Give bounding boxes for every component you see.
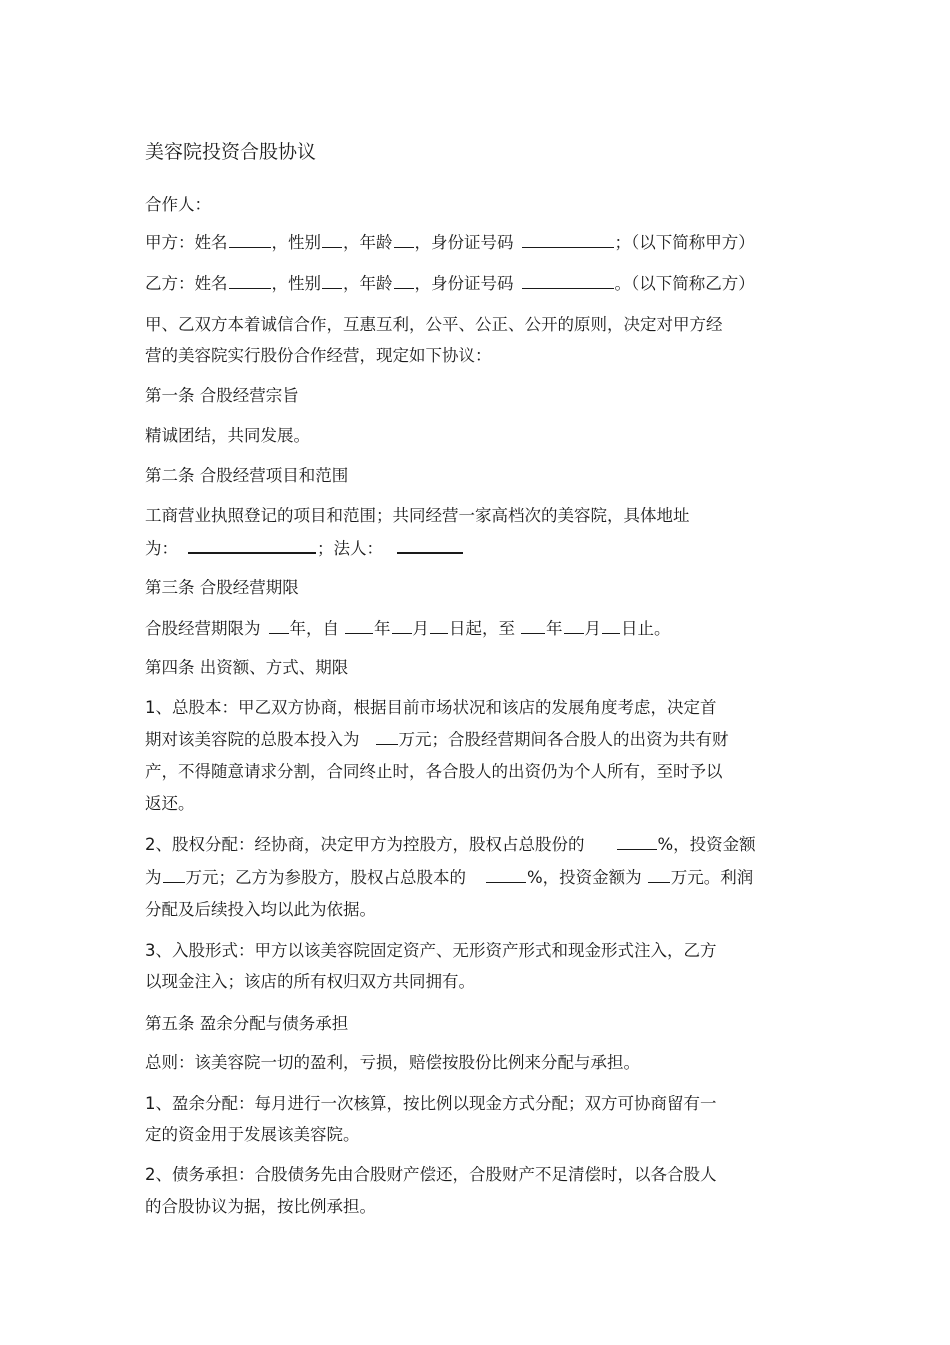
party-b-line (145, 273, 755, 295)
term-years-blank (269, 618, 289, 634)
term-to-label: 日起，至 (449, 619, 515, 638)
article-4-item-1-line-2 (145, 729, 729, 751)
share-b-percent-blank (486, 867, 526, 883)
end-day-blank (602, 618, 620, 634)
article-4-heading: 第四条 出资额、方式、期限 (145, 658, 349, 677)
address-blank (188, 537, 316, 554)
total-capital-suffix: 万元；合股经营期间各合股人的出资为共有财 (398, 730, 729, 749)
party-b-age-blank (394, 273, 414, 289)
preamble-line-2: 营的美容院实行股份合作经营，现定如下协议： (145, 346, 492, 365)
party-b-gender-blank (322, 273, 342, 289)
party-b-id-label: ，身份证号码 (414, 274, 514, 293)
party-a-age-blank (394, 232, 414, 248)
end-year-blank (521, 618, 545, 634)
legal-person-label: ；法人： (317, 539, 383, 558)
share-b-label: 万元；乙方为参股方，股权占总股本的 (185, 868, 466, 887)
party-a-id-label: ，身份证号码 (414, 233, 514, 252)
total-capital-label: 期对该美容院的总股本投入为 (145, 730, 360, 749)
end-year-label: 年 (546, 619, 563, 638)
article-1-heading: 第一条 合股经营宗旨 (145, 386, 299, 405)
share-a-invest-label: %，投资金额 (657, 835, 756, 854)
end-month-blank (564, 618, 584, 634)
party-a-gender-blank (322, 232, 342, 248)
term-label: 合股经营期限为 (145, 619, 261, 638)
party-a-name-blank (229, 232, 271, 248)
start-month-label: 月 (412, 619, 429, 638)
party-b-suffix: 。（以下简称乙方） (614, 274, 755, 293)
term-from-label: 年，自 (289, 619, 339, 638)
article-5-item-2-line-2: 的合股协议为据，按比例承担。 (145, 1197, 376, 1216)
article-4-item-3-line-2: 以现金注入；该店的所有权归双方共同拥有。 (145, 972, 475, 991)
article-1-body: 精诚团结，共同发展。 (145, 426, 310, 445)
start-year-label: 年 (374, 619, 391, 638)
party-b-gender-label: ，性别 (271, 274, 321, 293)
article-4-item-1-line-4: 返还。 (145, 794, 195, 813)
article-5-heading: 第五条 盈余分配与债务承担 (145, 1014, 349, 1033)
party-b-age-label: ，年龄 (343, 274, 393, 293)
cooperators-label: 合作人： (145, 195, 211, 214)
party-a-age-label: ，年龄 (343, 233, 393, 252)
start-day-blank (430, 618, 448, 634)
article-4-item-2-line-2 (145, 867, 753, 889)
article-4-item-2-line-3: 分配及后续投入均以此为依据。 (145, 900, 376, 919)
invest-a-prefix: 为 (145, 868, 162, 887)
start-year-blank (345, 618, 373, 634)
article-2-line-2 (145, 537, 464, 560)
article-4-item-2-line-1 (145, 834, 756, 856)
invest-b-label: %，投资金额为 (527, 868, 642, 887)
article-3-heading: 第三条 合股经营期限 (145, 578, 299, 597)
article-5-general: 总则：该美容院一切的盈利，亏损，赔偿按股份比例来分配与承担。 (145, 1053, 640, 1072)
article-4-item-3-line-1: 3、入股形式：甲方以该美容院固定资产、无形资产形式和现金形式注入，乙方 (145, 941, 717, 960)
party-b-name-blank (229, 273, 271, 289)
party-a-suffix: ；（以下简称甲方） (614, 233, 755, 252)
party-a-line (145, 232, 755, 254)
invest-a-amount-blank (163, 867, 185, 883)
party-b-id-blank (522, 273, 614, 289)
article-4-item-1-line-3: 产，不得随意请求分割，合同终止时，各合股人的出资仍为个人所有，至时予以 (145, 762, 723, 781)
legal-person-blank (397, 537, 463, 554)
preamble-line-1: 甲、乙双方本着诚信合作，互惠互利，公平、公正、公开的原则，决定对甲方经 (145, 315, 723, 334)
total-capital-blank (376, 729, 398, 745)
share-a-percent-blank (617, 834, 657, 850)
party-a-id-blank (522, 232, 614, 248)
share-a-label: 2、股权分配：经协商，决定甲方为控股方，股权占总股份的 (145, 835, 585, 854)
article-2-line-1: 工商营业执照登记的项目和范围；共同经营一家高档次的美容院，具体地址 (145, 506, 690, 525)
article-2-heading: 第二条 合股经营项目和范围 (145, 466, 349, 485)
article-5-item-2-line-1: 2、债务承担：合股债务先由合股财产偿还，合股财产不足清偿时，以各合股人 (145, 1165, 717, 1184)
document-title: 美容院投资合股协议 (145, 141, 317, 163)
article-5-item-1-line-2: 定的资金用于发展该美容院。 (145, 1125, 360, 1144)
party-b-name-label: 乙方：姓名 (145, 274, 228, 293)
address-label: 为： (145, 539, 178, 558)
end-month-label: 月 (584, 619, 601, 638)
article-3-term-line (145, 618, 671, 640)
start-month-blank (392, 618, 412, 634)
article-4-item-1-line-1: 1、总股本：甲乙双方协商，根据目前市场状况和该店的发展角度考虑，决定首 (145, 698, 717, 717)
party-a-name-label: 甲方：姓名 (145, 233, 228, 252)
party-a-gender-label: ，性别 (271, 233, 321, 252)
profit-prefix: 万元。利润 (670, 868, 754, 887)
end-day-label: 日止。 (621, 619, 671, 638)
invest-b-amount-blank (648, 867, 670, 883)
article-5-item-1-line-1: 1、盈余分配：每月进行一次核算，按比例以现金方式分配；双方可协商留有一 (145, 1094, 717, 1113)
